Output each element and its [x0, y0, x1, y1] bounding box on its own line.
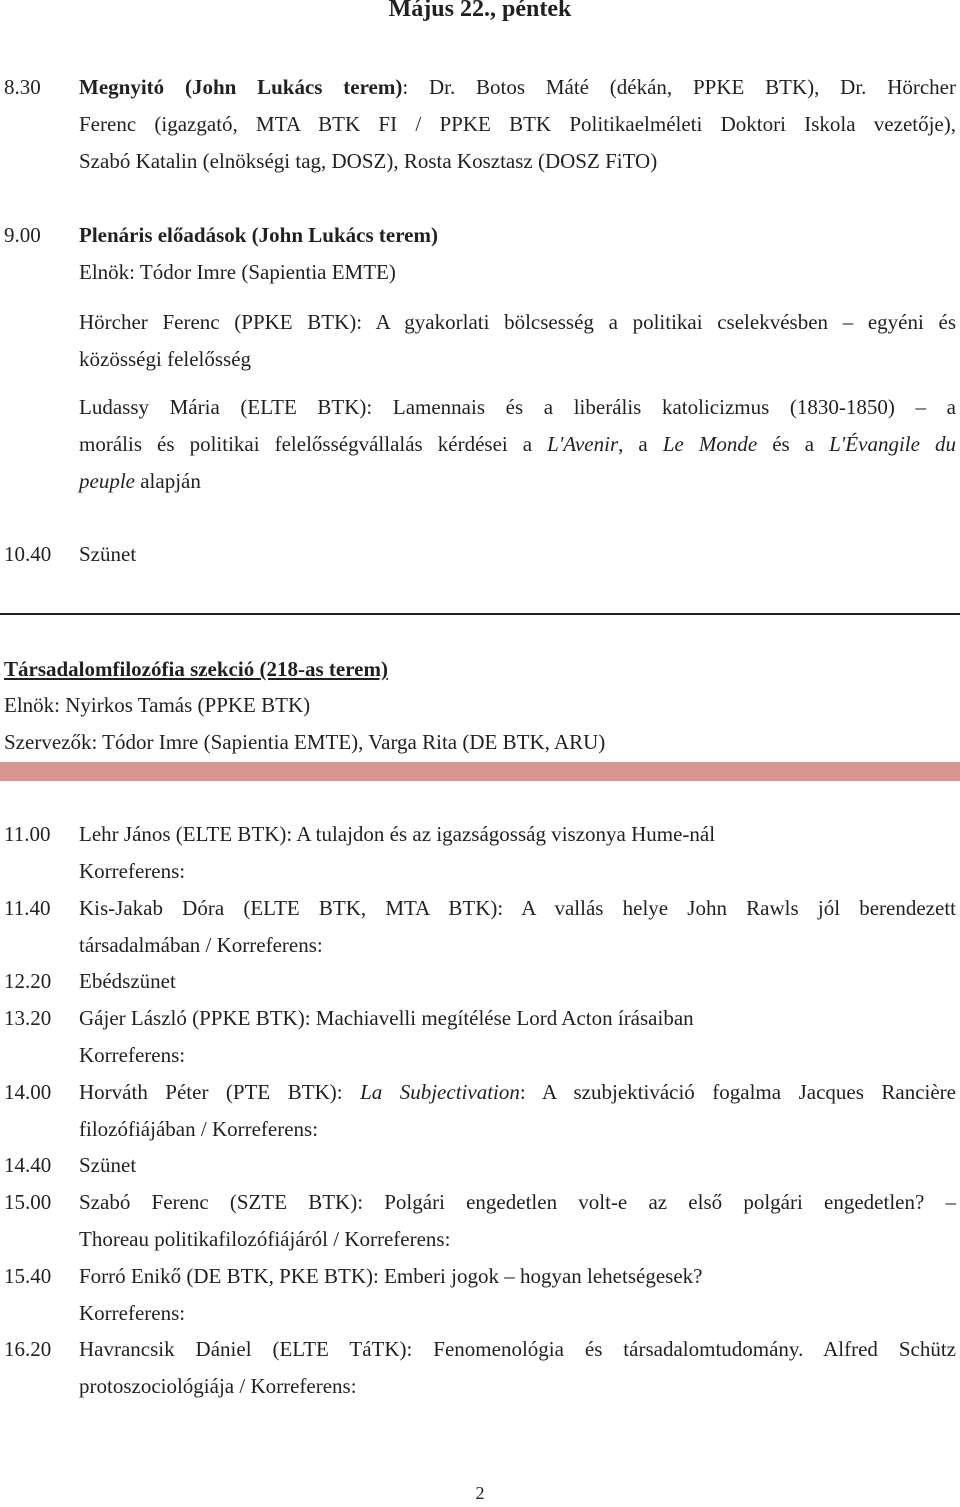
page-number: 2 [475, 1483, 485, 1503]
schedule-item: Forró Enikő (DE BTK, PKE BTK): Emberi jogok – hogyan lehetségesek? Korreferens: [79, 1264, 703, 1325]
talk-2-line-1: Ludassy Mária (ELTE BTK): Lamennais és a liberális katolicizmus (1830-1850) – a [79, 395, 956, 419]
plenary-title: Plenáris előadások (John Lukács terem) [79, 223, 438, 247]
opening-line-1: : Dr. Botos Máté (dékán, PPKE BTK), Dr. Hörcher [402, 75, 956, 99]
opening-line-2: Ferenc (igazgató, MTA BTK FI / PPKE BTK Politikaelméleti Doktori Iskola vezetője), [79, 112, 956, 136]
section-organizers: Szervezők: Tódor Imre (Sapientia EMTE), Varga Rita (DE BTK, ARU) [4, 730, 606, 754]
schedule-item: Lehr János (ELTE BTK): A tulajdon és az igazságosság viszonya Hume-nál Korreferens: [79, 822, 716, 883]
schedule-time: 15.40 [4, 1264, 52, 1288]
horizontal-rule [0, 613, 960, 615]
schedule-item: Ebédszünet [79, 969, 176, 993]
schedule-time: 11.00 [4, 822, 51, 846]
plenary-talk-2 [79, 389, 956, 500]
talk-2-line-2: morális és politikai felelősségvállalás kérdései a L'Avenir, a Le Monde és a L'Évangile du [79, 432, 956, 456]
plenary-talk-1 [79, 304, 956, 378]
section-chair: Elnök: Nyirkos Tamás (PPKE BTK) [4, 693, 311, 717]
schedule-item: Horváth Péter (PTE BTK): La Subjectivation: A szubjektiváció fogalma Jacques Rancière filozófiájában / Korreferens: [79, 1080, 956, 1141]
plenary-time: 9.00 [4, 223, 41, 247]
schedule-item: Havrancsik Dániel (ELTE TáTK): Fenomenológia és társadalomtudomány. Alfred Schütz protoszociológiája / Korreferens: [79, 1337, 956, 1398]
opening-block [79, 69, 956, 180]
page-title: Május 22., péntek [388, 0, 572, 22]
plenary-chair: Elnök: Tódor Imre (Sapientia EMTE) [79, 260, 396, 284]
section-title: Társadalomfilozófia szekció (218-as terem) [4, 657, 388, 681]
schedule-item: Gájer László (PPKE BTK): Machiavelli megítélése Lord Acton írásaiban Korreferens: [79, 1006, 694, 1067]
section-divider-band [0, 762, 960, 781]
schedule-time: 15.00 [4, 1190, 52, 1214]
schedule-time: 12.20 [4, 969, 52, 993]
talk-1-line-1: Hörcher Ferenc (PPKE BTK): A gyakorlati bölcsesség a politikai cselekvésben – egyéni és [79, 310, 956, 334]
schedule-item: Szabó Ferenc (SZTE BTK): Polgári engedetlen volt-e az első polgári engedetlen? – Thoreau politikafilozófiájáról / Korreferens: [79, 1190, 956, 1251]
schedule-time: 14.40 [4, 1153, 52, 1177]
schedule-time: 11.40 [4, 896, 51, 920]
schedule-time: 16.20 [4, 1337, 52, 1361]
schedule-time: 13.20 [4, 1006, 52, 1030]
opening-time: 8.30 [4, 75, 41, 99]
break-1-time: 10.40 [4, 542, 52, 566]
opening-title: Megnyitó (John Lukács terem) [79, 75, 403, 99]
talk-1-line-2: közösségi felelősség [79, 347, 252, 371]
opening-line-3: Szabó Katalin (elnökségi tag, DOSZ), Rosta Kosztasz (DOSZ FiTO) [79, 149, 658, 173]
break-1-label: Szünet [79, 542, 137, 566]
plenary-block [79, 217, 956, 291]
schedule-item: Kis-Jakab Dóra (ELTE BTK, MTA BTK): A vallás helye John Rawls jól berendezett társadalmában / Korreferens: [79, 896, 956, 957]
talk-2-line-3: peuple alapján [79, 469, 201, 493]
schedule-time: 14.00 [4, 1080, 52, 1104]
schedule-item: Szünet [79, 1153, 137, 1177]
